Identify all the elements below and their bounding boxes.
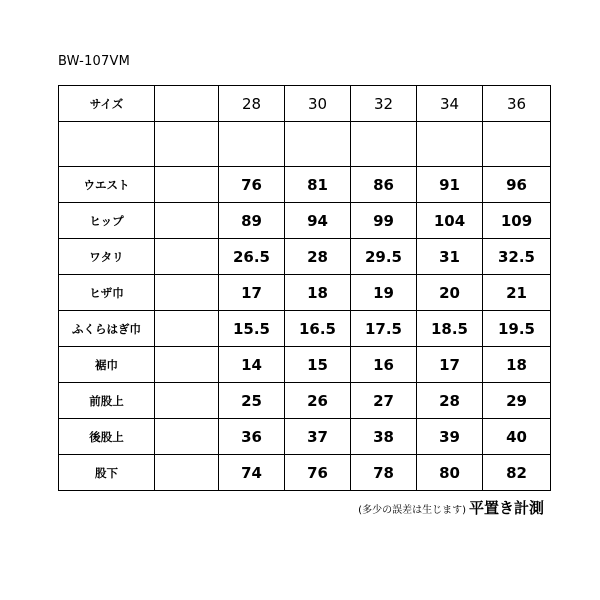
table-cell: 76 [285, 455, 351, 491]
empty-cell [155, 419, 219, 455]
table-row-inseam [59, 455, 551, 491]
size-header-cell: 36 [483, 86, 551, 122]
table-row-front-rise [59, 383, 551, 419]
empty-cell [155, 167, 219, 203]
empty-cell [351, 122, 417, 167]
table-cell: 29 [483, 383, 551, 419]
empty-cell [155, 239, 219, 275]
table-cell: 36 [219, 419, 285, 455]
table-cell: 104 [417, 203, 483, 239]
row-label: ウエスト [59, 167, 155, 203]
table-row-knee [59, 275, 551, 311]
size-header-cell: 28 [219, 86, 285, 122]
table-cell: 15.5 [219, 311, 285, 347]
empty-cell [155, 347, 219, 383]
blank-row [59, 122, 551, 167]
model-code: BW-107VM [58, 54, 130, 69]
table-header-row [59, 86, 551, 122]
table-cell: 28 [285, 239, 351, 275]
table-cell: 17 [417, 347, 483, 383]
empty-cell [155, 455, 219, 491]
table-cell: 40 [483, 419, 551, 455]
empty-cell [219, 122, 285, 167]
table-cell: 89 [219, 203, 285, 239]
row-label: 後股上 [59, 419, 155, 455]
table-cell: 18 [285, 275, 351, 311]
table-cell: 78 [351, 455, 417, 491]
table-cell: 16.5 [285, 311, 351, 347]
table-row-hem [59, 347, 551, 383]
measurement-method: 平置き計測 [468, 499, 544, 517]
table-cell: 27 [351, 383, 417, 419]
table-row-calf [59, 311, 551, 347]
tolerance-note: (多少の誤差は生じます) [358, 505, 466, 516]
table-cell: 19 [351, 275, 417, 311]
row-label: ヒザ巾 [59, 275, 155, 311]
row-label: ふくらはぎ巾 [59, 311, 155, 347]
table-cell: 18 [483, 347, 551, 383]
table-cell: 21 [483, 275, 551, 311]
table-row-back-rise [59, 419, 551, 455]
table-cell: 16 [351, 347, 417, 383]
table-cell: 17 [219, 275, 285, 311]
table-cell: 17.5 [351, 311, 417, 347]
table-cell: 96 [483, 167, 551, 203]
row-label: 前股上 [59, 383, 155, 419]
empty-cell [155, 203, 219, 239]
table-cell: 76 [219, 167, 285, 203]
table-cell: 26.5 [219, 239, 285, 275]
table-cell: 94 [285, 203, 351, 239]
table-cell: 38 [351, 419, 417, 455]
table-cell: 81 [285, 167, 351, 203]
table-cell: 15 [285, 347, 351, 383]
empty-cell [59, 122, 155, 167]
empty-cell [417, 122, 483, 167]
empty-cell [483, 122, 551, 167]
empty-cell [285, 122, 351, 167]
table-cell: 86 [351, 167, 417, 203]
table-cell: 26 [285, 383, 351, 419]
table-cell: 18.5 [417, 311, 483, 347]
table-cell: 29.5 [351, 239, 417, 275]
table-cell: 32.5 [483, 239, 551, 275]
table-cell: 19.5 [483, 311, 551, 347]
table-cell: 20 [417, 275, 483, 311]
size-table [58, 85, 551, 491]
size-table-body [59, 86, 551, 491]
table-cell: 37 [285, 419, 351, 455]
table-cell: 31 [417, 239, 483, 275]
table-row-hip [59, 203, 551, 239]
table-cell: 91 [417, 167, 483, 203]
row-label: 裾巾 [59, 347, 155, 383]
table-cell: 39 [417, 419, 483, 455]
table-cell: 14 [219, 347, 285, 383]
table-row-waist [59, 167, 551, 203]
table-cell: 109 [483, 203, 551, 239]
empty-cell [155, 122, 219, 167]
empty-cell [155, 275, 219, 311]
table-cell: 82 [483, 455, 551, 491]
table-cell: 99 [351, 203, 417, 239]
table-cell: 74 [219, 455, 285, 491]
table-cell: 28 [417, 383, 483, 419]
empty-cell [155, 311, 219, 347]
table-cell: 25 [219, 383, 285, 419]
size-header-cell: 30 [285, 86, 351, 122]
row-label: ワタリ [59, 239, 155, 275]
empty-cell [155, 86, 219, 122]
row-label: ヒップ [59, 203, 155, 239]
table-row-thigh [59, 239, 551, 275]
empty-cell [155, 383, 219, 419]
row-label: 股下 [59, 455, 155, 491]
measurement-note [358, 497, 544, 518]
table-cell: 80 [417, 455, 483, 491]
size-header-label: サイズ [59, 86, 155, 122]
size-header-cell: 34 [417, 86, 483, 122]
size-header-cell: 32 [351, 86, 417, 122]
